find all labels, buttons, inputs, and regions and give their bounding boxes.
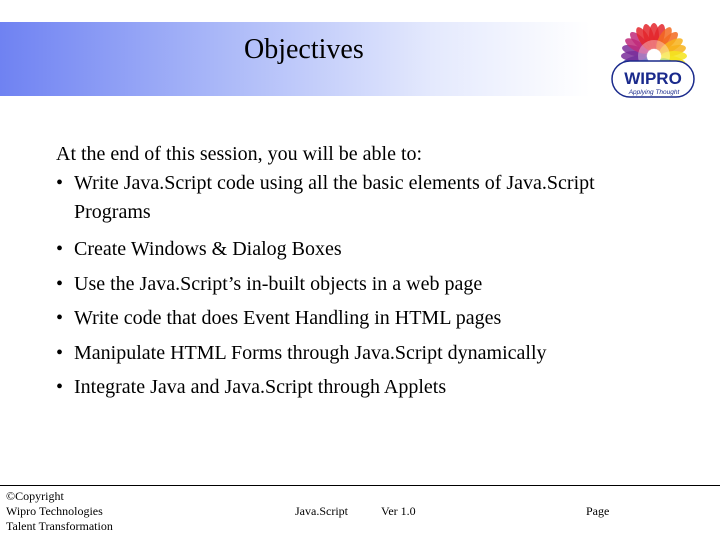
intro-text: At the end of this session, you will be able to:: [56, 143, 423, 165]
bullet-icon: •: [56, 307, 64, 329]
footer-division: Talent Transformation: [6, 519, 113, 533]
bullet-icon: •: [56, 341, 64, 364]
objective-text: Use the Java.Script’s in-built objects in a web page: [74, 272, 483, 295]
footer-version: Ver 1.0: [381, 504, 416, 518]
footer-page: Page: [586, 504, 610, 518]
objective-item: [56, 232, 676, 267]
objective-text: Write code that does Event Handling in HTML pages: [74, 307, 502, 329]
bullet-icon: •: [56, 376, 64, 398]
slide-title: Objectives: [244, 34, 364, 65]
footer-course: Java.Script: [295, 504, 348, 518]
objective-text: Integrate Java and Java.Script through Applets: [74, 376, 447, 398]
logo-wordmark: WIPRO: [624, 69, 682, 88]
objective-item: [56, 169, 676, 232]
logo-tagline: Applying Thought: [628, 89, 680, 96]
footer-divider: [0, 485, 720, 486]
bullet-icon: •: [56, 238, 64, 260]
objectives-list: [56, 169, 676, 405]
objective-item: [56, 370, 676, 405]
objective-item: [56, 301, 676, 336]
wipro-logo: [598, 10, 710, 106]
footer-copyright-block: [6, 489, 113, 534]
objective-text: Manipulate HTML Forms through Java.Script dynamically: [74, 341, 547, 364]
slide-body: [56, 139, 676, 405]
bullet-icon: •: [56, 172, 64, 194]
objective-item: [56, 267, 676, 302]
bullet-icon: •: [56, 272, 64, 295]
objective-text: Write Java.Script code using all the basic elements of Java.Script Programs: [74, 172, 595, 223]
objective-item: [56, 336, 676, 371]
footer-copyright: ©Copyright: [6, 489, 64, 503]
footer-company: Wipro Technologies: [6, 504, 103, 518]
objective-text: Create Windows & Dialog Boxes: [74, 238, 342, 260]
